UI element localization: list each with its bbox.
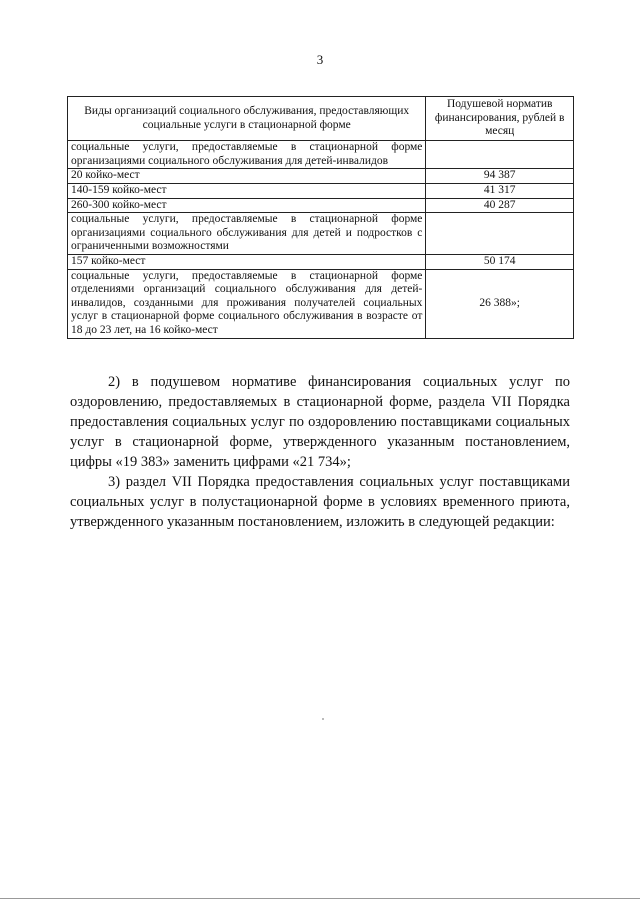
row-label: 20 койко-мест [68,169,426,184]
row-value [426,213,574,255]
row-value: 26 388»; [426,269,574,338]
table-row [68,269,574,338]
header-financing-norm: Подушевой норматив финансирования, рублей в месяц [426,97,574,141]
row-label: 140-159 койко-мест [68,183,426,198]
amendment-text [70,372,570,532]
page-number: 3 [316,52,324,67]
row-value [426,141,574,169]
row-label: социальные услуги, предоставляемые в стационарной форме организациями социального обслуживания для детей-инвалидов [68,141,426,169]
page-bottom-edge [0,898,640,899]
financing-norms-table [67,96,574,339]
header-organization-type: Виды организаций социального обслуживания, предоставляющих социальные услуги в стационарной форме [68,97,426,141]
row-value: 40 287 [426,198,574,213]
table-row [68,169,574,184]
table-row [68,141,574,169]
row-label: социальные услуги, предоставляемые в стационарной форме организациями социального обслуживания для детей и подростков с ограниченными возможностями [68,213,426,255]
scan-speck [322,718,324,720]
row-label: 260-300 койко-мест [68,198,426,213]
row-label: социальные услуги, предоставляемые в стационарной форме отделениями организаций социального обслуживания для детей-инвалидов, созданными для проживания получателей социальных услуг в стационарной форме социального обслуживания в возрасте от 18 до 23 лет, на 16 койко-мест [68,269,426,338]
row-value: 94 387 [426,169,574,184]
table-row [68,198,574,213]
paragraph-2: 2) в подушевом нормативе финансирования социальных услуг по оздоровлению, предоставляемых в стационарной форме, раздела VII Порядка предоставления социальных услуг по оздоровлению поставщиками социальных услуг в стационарной форме, утвержденного указанным постановлением, цифры «19 383» заменить цифрами «21 734»; [70,374,570,470]
row-value: 50 174 [426,254,574,269]
table-row [68,183,574,198]
paragraph-3: 3) раздел VII Порядка предоставления социальных услуг поставщиками социальных услуг в полустационарной форме в условиях временного приюта, утвержденного указанным постановлением, изложить в следующей редакции: [70,474,570,530]
table-row [68,213,574,255]
table-header-row [68,97,574,141]
table-row [68,254,574,269]
row-value: 41 317 [426,183,574,198]
row-label: 157 койко-мест [68,254,426,269]
